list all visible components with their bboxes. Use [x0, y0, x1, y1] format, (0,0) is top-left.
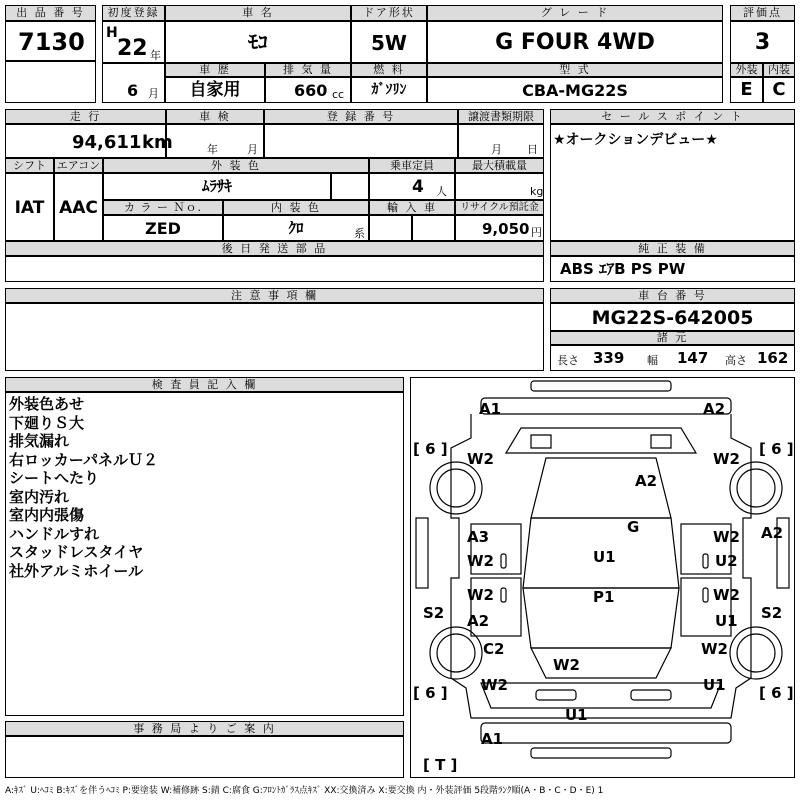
- mark-W2-front-left-fender: W2: [467, 450, 494, 468]
- ext-score: E: [740, 79, 753, 100]
- chassis-cell: [550, 303, 795, 331]
- height-value: 162: [757, 349, 789, 367]
- door-value: 5W: [371, 31, 407, 55]
- height-label: 高さ: [725, 354, 747, 367]
- later-parts-cell: [5, 256, 544, 282]
- sales-point-value: ★オークションデビュー★: [553, 132, 718, 148]
- transfer-cell: [458, 124, 544, 158]
- displacement-label: 排 気 量: [265, 63, 351, 77]
- aircon-label: エアコン: [54, 158, 103, 173]
- score-value: 3: [754, 30, 771, 55]
- capacity-label: 乗車定員: [369, 158, 455, 173]
- int-score: C: [772, 79, 786, 100]
- sales-point-cell: [550, 124, 795, 241]
- car-diagram-frame: [410, 377, 795, 778]
- mark-A2-front-right: A2: [703, 400, 726, 418]
- grade-label: グ レ ー ド: [427, 5, 723, 21]
- import-cell-a: [369, 215, 412, 241]
- note-item: 下廻りＳ大: [9, 413, 85, 432]
- int-color-cell: [223, 215, 369, 241]
- caution-cell: [5, 303, 544, 371]
- mark-W2-left-quarter: W2: [481, 676, 508, 694]
- ext-score-cell: [730, 77, 763, 103]
- aircon-value: AAC: [59, 198, 98, 218]
- color-no-cell: [103, 215, 223, 241]
- model-label: 型 式: [427, 63, 723, 77]
- shift-cell: [5, 173, 54, 241]
- shift-label: シフト: [5, 158, 54, 173]
- mark-W2-right-door: W2: [713, 528, 740, 546]
- specs-cell: [550, 345, 795, 371]
- inspection-label: 車 検: [166, 109, 264, 124]
- lot-number: 7130: [18, 28, 85, 56]
- mark-W2-left-rear-door: W2: [467, 586, 494, 604]
- mark-U1-right-quarter: U1: [703, 676, 726, 694]
- inspector-notes: [5, 392, 404, 716]
- note-item: 社外アルミホイール: [9, 561, 144, 580]
- mark-U1-right-rear: U1: [715, 612, 738, 630]
- mileage-unit: km: [142, 132, 173, 153]
- mark-W2-right-rear-door: W2: [713, 586, 740, 604]
- office-label: 事 務 局 よ り ご 案 内: [5, 721, 404, 736]
- int-score-label: 内装: [763, 63, 795, 77]
- history-cell: [165, 77, 265, 103]
- int-score-cell: [763, 77, 795, 103]
- car-diagram: [411, 378, 794, 777]
- mark-W2-right-rear-fender: W2: [701, 640, 728, 658]
- tire-front-right: [ 6 ]: [759, 440, 794, 458]
- shift-value: IAT: [14, 198, 45, 218]
- first-reg-label: 初度登録: [102, 5, 165, 21]
- specs-label: 諸 元: [550, 331, 795, 345]
- mark-A2-left-rear: A2: [467, 612, 490, 630]
- grade-value: G FOUR 4WD: [495, 30, 655, 55]
- aircon-cell: [54, 173, 103, 241]
- sales-point-label: セ ー ル ス ポ イ ン ト: [550, 109, 795, 124]
- score-cell: [730, 21, 795, 63]
- car-name-label: 車 名: [165, 5, 351, 21]
- chassis-value: MG22S-642005: [591, 307, 754, 329]
- door-cell: [351, 21, 427, 63]
- width-value: 147: [677, 349, 709, 367]
- max-load-label: 最大積載量: [455, 158, 544, 173]
- office-cell: [5, 736, 404, 778]
- note-item: 排気漏れ: [9, 432, 70, 450]
- mark-W2-rear-gate: W2: [553, 656, 580, 674]
- capacity-value: 4: [412, 177, 424, 197]
- mark-S2-left-rocker: S2: [423, 604, 445, 622]
- note-item: 室内内張傷: [9, 506, 85, 524]
- score-label: 評価点: [730, 5, 795, 21]
- length-value: 339: [593, 349, 625, 367]
- car-name-cell: [165, 21, 351, 63]
- mark-G-windshield: G: [627, 518, 640, 536]
- inspection-cell: [166, 124, 264, 158]
- note-item: 室内汚れ: [9, 487, 70, 506]
- year-unit: 年: [150, 49, 161, 62]
- mark-A1-front-left: A1: [479, 400, 502, 418]
- note-item: 外装色あせ: [9, 395, 85, 413]
- ext-score-label: 外装: [730, 63, 763, 77]
- tire-rear-right: [ 6 ]: [759, 684, 794, 702]
- note-item: シートへたり: [9, 469, 100, 487]
- mark-W2-front-right-fender: W2: [713, 450, 740, 468]
- int-color-unit: 系: [354, 227, 365, 240]
- import-label: 輸 入 車: [369, 200, 455, 215]
- first-reg-year: 22: [117, 36, 148, 61]
- recycle-value: 9,050: [482, 220, 530, 238]
- recycle-label: リサイクル預託金: [455, 200, 544, 215]
- fuel-cell: [351, 77, 427, 103]
- fuel-value: ｶﾞｿﾘﾝ: [371, 82, 407, 98]
- grade-cell: [427, 21, 723, 63]
- capacity-unit: 人: [436, 185, 447, 198]
- mark-U2-right-door: U2: [715, 552, 738, 570]
- equipment-cell: [550, 256, 795, 282]
- lot-lower-cell: [5, 61, 96, 103]
- fuel-label: 燃 料: [351, 63, 427, 77]
- note-item: スタッドレスタイヤ: [9, 543, 144, 561]
- history-value: 自家用: [189, 80, 241, 100]
- mark-U1-rear-bumper: U1: [565, 706, 588, 724]
- mark-A1-rear-left: A1: [481, 730, 504, 748]
- tire-rear-left: [ 6 ]: [413, 684, 448, 702]
- width-label: 幅: [647, 354, 658, 367]
- max-load-cell: [455, 173, 544, 200]
- import-cell-b: [412, 215, 455, 241]
- first-reg-month-cell: [102, 63, 165, 103]
- door-label: ドア形状: [351, 5, 427, 21]
- tire-front-left: [ 6 ]: [413, 440, 448, 458]
- legend: A:ｷｽﾞ U:ﾍｺﾐ B:ｷｽﾞを伴うﾍｺﾐ P:要塗装 W:補修跡 S:錆 C:腐食 G:ﾌﾛﾝﾄｶﾞﾗｽ点ｷｽﾞ XX:交換済み X:要交換 内・外装評価 5段階ﾗﾝｸ順(A・B・C・D・E) 1: [5, 786, 604, 796]
- tire-spare: [ T ]: [423, 756, 458, 774]
- int-color-label: 内 装 色: [223, 200, 369, 215]
- inspection-year-unit: 年: [207, 143, 218, 156]
- ext-color-extra-cell: [331, 173, 369, 200]
- later-parts-label: 後 日 発 送 部 品: [5, 241, 544, 256]
- car-name: ﾓｺ: [248, 30, 268, 54]
- color-no-value: ZED: [145, 219, 181, 238]
- ext-color-label: 外 装 色: [103, 158, 369, 173]
- ext-color-cell: [103, 173, 331, 200]
- color-no-label: カ ラ ー Ｎｏ.: [103, 200, 223, 215]
- recycle-unit: 円: [531, 226, 542, 239]
- lot-label: 出 品 番 号: [5, 5, 96, 21]
- mark-P1-roof: P1: [593, 588, 615, 606]
- reg-no-cell: [264, 124, 458, 158]
- caution-label: 注 意 事 項 欄: [5, 288, 544, 303]
- mark-W2-left-door: W2: [467, 552, 494, 570]
- inspector-label: 検 査 員 記 入 欄: [5, 377, 404, 392]
- first-reg-year-cell: [102, 21, 165, 63]
- displacement-unit: cc: [332, 88, 345, 101]
- mileage-value: 94,611: [72, 132, 142, 153]
- mark-A2-right-mirror: A2: [761, 524, 784, 542]
- displacement-value: 660: [294, 81, 328, 100]
- model-value: CBA-MG22S: [522, 81, 628, 100]
- mark-C2-left-rear-fender: C2: [483, 640, 505, 658]
- length-label: 長さ: [557, 354, 579, 367]
- model-cell: [427, 77, 723, 103]
- mark-A3-left-door: A3: [467, 528, 490, 546]
- month-unit: 月: [148, 87, 159, 100]
- mark-S2-right-rocker: S2: [761, 604, 783, 622]
- history-label: 車 歴: [165, 63, 265, 77]
- mark-A2-hood: A2: [635, 472, 658, 490]
- ext-color-value: ﾑﾗｻｷ: [201, 177, 232, 195]
- equipment-label: 純 正 装 備: [550, 241, 795, 256]
- displacement-cell: [265, 77, 351, 103]
- inspection-month-unit: 月: [247, 143, 258, 156]
- transfer-label: 譲渡書類期限: [458, 109, 544, 124]
- era: H: [106, 25, 118, 41]
- mileage-label: 走 行: [5, 109, 166, 124]
- note-item: 右ロッカーパネルＵ２: [9, 450, 158, 469]
- reg-no-label: 登 録 番 号: [264, 109, 458, 124]
- note-item: ハンドルすれ: [9, 524, 100, 543]
- max-load-unit: kg: [530, 185, 544, 198]
- equipment-value: ABS ｴｱB PS PW: [560, 260, 686, 278]
- first-reg-month: 6: [127, 81, 139, 100]
- chassis-label: 車 台 番 号: [550, 288, 795, 303]
- capacity-cell: [369, 173, 455, 200]
- transfer-day-unit: 日: [527, 143, 538, 156]
- int-color-value: ｸﾛ: [288, 219, 304, 237]
- transfer-month-unit: 月: [491, 143, 502, 156]
- lot-cell: [5, 21, 96, 61]
- recycle-cell: [455, 215, 544, 241]
- mark-U1-roof: U1: [593, 548, 616, 566]
- mileage-cell: [5, 124, 173, 158]
